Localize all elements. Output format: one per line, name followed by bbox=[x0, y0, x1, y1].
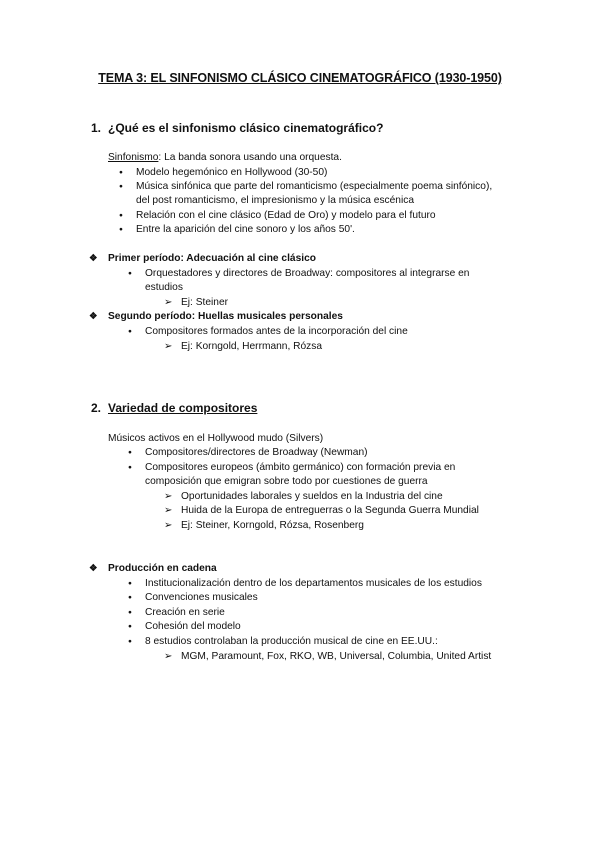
list-item: ● Convenciones musicales bbox=[145, 592, 258, 604]
list-item: ● Institucionalización dentro de los departamentos musicales de los estudios bbox=[145, 578, 482, 590]
definition-line bbox=[108, 152, 342, 164]
document-title: TEMA 3: EL SINFONISMO CLÁSICO CINEMATOGRÁFICO (1930-1950) bbox=[98, 71, 502, 85]
list-item: ● Modelo hegemónico en Hollywood (30-50) bbox=[136, 167, 327, 179]
list-item: ● Música sinfónica que parte del romanticismo (especialmente poema sinfónico), bbox=[136, 181, 492, 193]
section-2-intro: Músicos activos en el Hollywood mudo (Silvers) bbox=[108, 433, 324, 444]
list-item: ● Entre la aparición del cine sonoro y los años 50'. bbox=[136, 224, 355, 236]
list-item: ● Relación con el cine clásico (Edad de Oro) y modelo para el futuro bbox=[136, 210, 436, 222]
section-2-heading bbox=[91, 401, 257, 415]
definition-text: : La banda sonora usando una orquesta. bbox=[158, 152, 342, 163]
list-item-continuation: del post romanticismo, el impresionismo y la música escénica bbox=[136, 195, 414, 206]
sub-list-item: ➢ Ej: Steiner bbox=[181, 297, 228, 309]
period-1-heading: ❖ Primer período: Adecuación al cine clásico bbox=[108, 253, 316, 265]
list-item-continuation: estudios bbox=[145, 282, 183, 293]
list-item: ● Compositores/directores de Broadway (Newman) bbox=[145, 447, 368, 459]
list-item: ● Compositores formados antes de la incorporación del cine bbox=[145, 326, 408, 338]
section-1-heading bbox=[91, 121, 383, 135]
section-1-number: 1. bbox=[91, 121, 102, 135]
sub-list-item: ➢ Oportunidades laborales y sueldos en la Industria del cine bbox=[181, 491, 443, 503]
section-2-title: Variedad de compositores bbox=[108, 401, 258, 415]
sub-list-item: ➢ MGM, Paramount, Fox, RKO, WB, Universal, Columbia, United Artist bbox=[181, 651, 491, 663]
definition-term: Sinfonismo bbox=[108, 152, 159, 163]
period-2-heading: ❖ Segundo período: Huellas musicales personales bbox=[108, 311, 343, 323]
list-item: ● Compositores europeos (ámbito germánico) con formación previa en bbox=[145, 462, 455, 474]
list-item: ● Cohesión del modelo bbox=[145, 621, 241, 633]
list-item-continuation: composición que emigran sobre todo por cuestiones de guerra bbox=[145, 476, 428, 487]
list-item: ● 8 estudios controlaban la producción musical de cine en EE.UU.: bbox=[145, 636, 438, 648]
sub-list-item: ➢ Ej: Korngold, Herrmann, Rózsa bbox=[181, 341, 322, 353]
list-item: ● Creación en serie bbox=[145, 607, 225, 619]
section-1-title: ¿Qué es el sinfonismo clásico cinematográfico? bbox=[108, 121, 384, 135]
production-heading: ❖ Producción en cadena bbox=[108, 563, 217, 575]
section-2-number: 2. bbox=[91, 401, 102, 415]
sub-list-item: ➢ Huida de la Europa de entreguerras o la Segunda Guerra Mundial bbox=[181, 505, 479, 517]
list-item: ● Orquestadores y directores de Broadway: compositores al integrarse en bbox=[145, 268, 469, 280]
sub-list-item: ➢ Ej: Steiner, Korngold, Rózsa, Rosenberg bbox=[181, 520, 364, 532]
